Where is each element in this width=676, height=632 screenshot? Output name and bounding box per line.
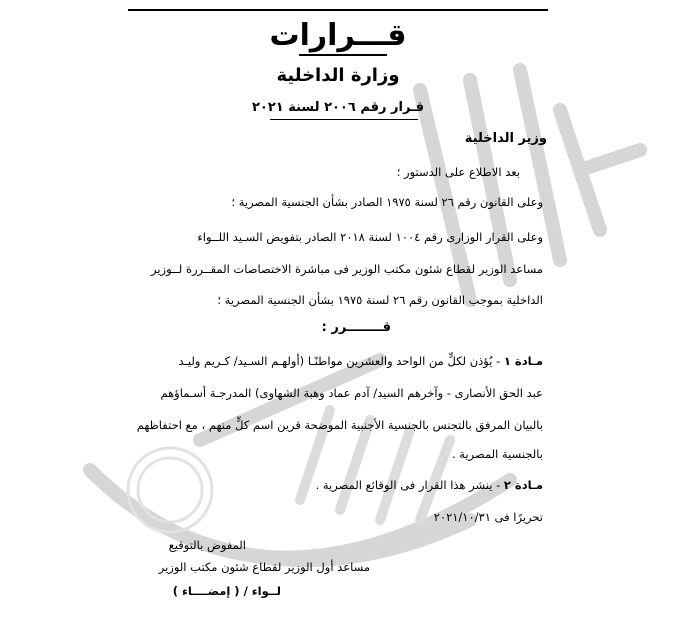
- recital-line: وعلى القرار الوزارى رقم ١٠٠٤ لسنة ٢٠١٨ الصادر بتفويض السـيد اللــواء: [197, 230, 543, 244]
- article-2-line: [316, 478, 543, 492]
- article-1-text: - يُؤذن لكلٍّ من الواحد والعشرين مواطنًـا (أولهـم السـيد/ كـريم وليـد: [178, 354, 504, 368]
- ministry-name: وزارة الداخلية: [276, 65, 400, 86]
- top-rule: [128, 9, 548, 11]
- recital-line: الداخلية بموجب القانون رقم ٢٦ لسنة ١٩٧٥ بشأن الجنسية المصرية ؛: [217, 293, 543, 307]
- signature-position: مساعد أول الوزير لقطاع شئون مكتب الوزير: [158, 560, 370, 574]
- page-title: قـــرارات: [269, 18, 407, 53]
- article-1-line: عبد الحق الأنصارى - وآخرهم السيد/ آدم عماد وهبة الشهاوى) المدرجـة أسـماؤهم: [160, 386, 543, 400]
- article-2-label: مـادة ٢: [503, 478, 543, 492]
- article-1-label: مـادة ١: [503, 354, 543, 368]
- article-1-first-line: [178, 354, 543, 368]
- decides-heading: قــــــــرر :: [321, 320, 391, 335]
- recital-line: مساعد الوزير لقطاع شئون مكتب الوزير فى مباشرة الاختصاصات المقــررة لــوزير: [151, 262, 543, 276]
- recital-line: بعد الاطلاع على الدستور ؛: [396, 165, 520, 179]
- decree-number: قـرار رقم ٢٠٠٦ لسنة ٢٠٢١: [251, 100, 425, 115]
- signature-rank: لــواء / ( إمضــــاء ): [172, 584, 281, 598]
- article-2-text: - ينشر هذا القرار فى الوقائع المصرية .: [315, 478, 504, 492]
- article-1-line: بالجنسية المصرية .: [452, 447, 543, 461]
- issue-date: تحريرًا فى ٢٠٢١/١٠/٣١: [433, 510, 543, 524]
- title-underline: [299, 54, 387, 56]
- article-1-line: بالبيان المرفق بالتجنس بالجنسية الأجنبية الموضحة قرين اسم كلٍّ منهم ، مع احتفاظهم: [136, 418, 543, 432]
- decree-underline: [270, 119, 418, 120]
- minister-heading: وزير الداخلية: [464, 131, 547, 146]
- signature-delegate: المفوض بالتوقيع: [168, 538, 246, 552]
- recital-line: وعلى القانون رقم ٢٦ لسنة ١٩٧٥ الصادر بشأن الجنسية المصرية ؛: [231, 195, 543, 209]
